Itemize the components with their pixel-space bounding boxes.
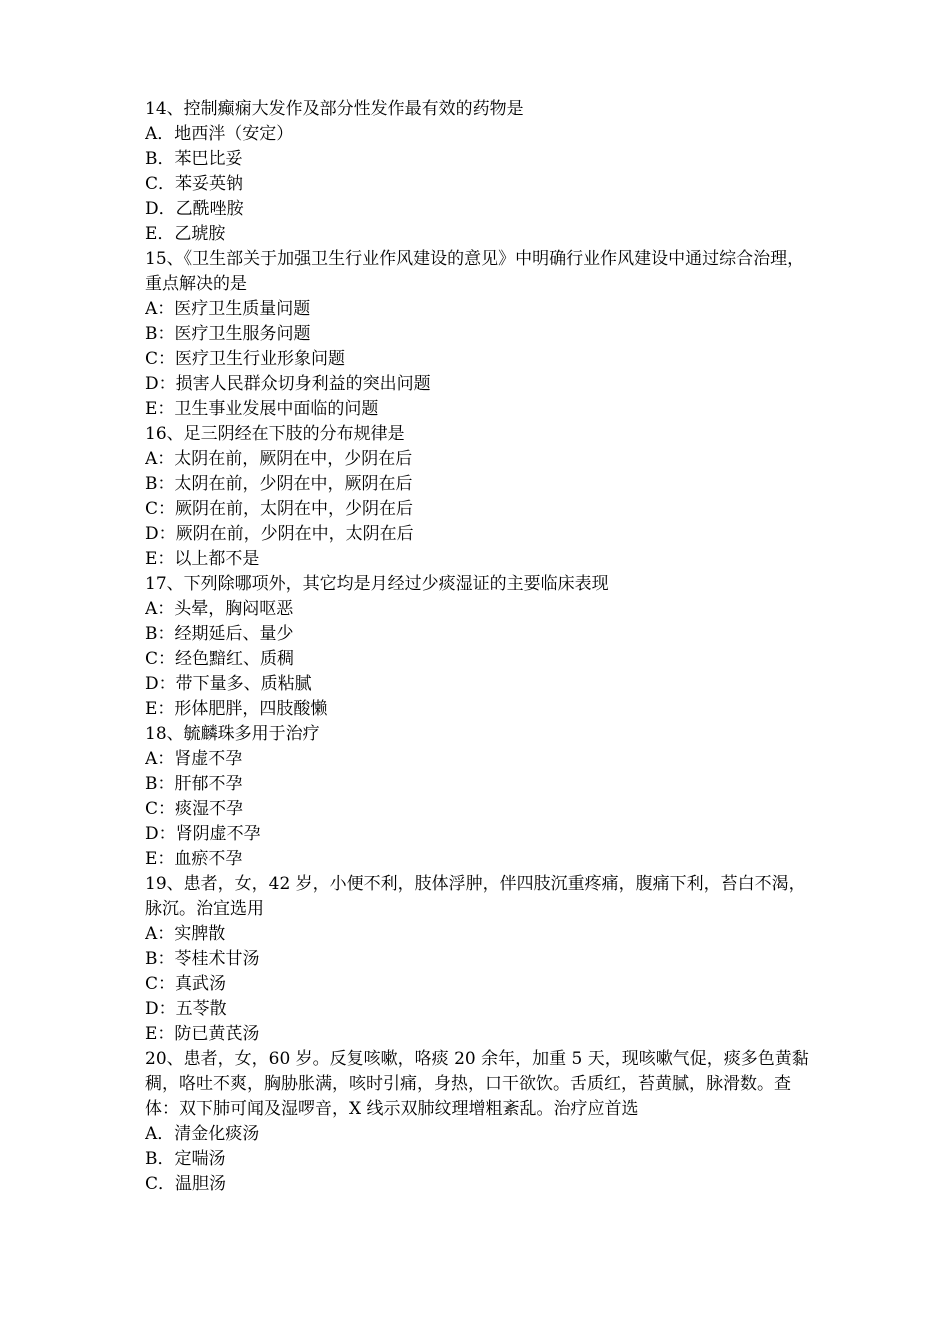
answer-option: D：带下量多、质粘腻: [145, 674, 312, 694]
question-18: [145, 722, 813, 872]
question-15: [145, 247, 813, 422]
answer-option: B：太阴在前，少阴在中，厥阴在后: [145, 474, 413, 494]
answer-option: C．苯妥英钠: [145, 174, 244, 194]
answer-option: C．温胆汤: [145, 1174, 227, 1194]
answer-option: C：厥阴在前，太阴在中，少阴在后: [145, 499, 414, 519]
answer-option: D：损害人民群众切身利益的突出问题: [145, 374, 431, 394]
question-17: [145, 572, 813, 722]
answer-option: B：医疗卫生服务问题: [145, 324, 311, 344]
answer-option: E：血瘀不孕: [145, 849, 243, 869]
answer-option: D：肾阴虚不孕: [145, 824, 261, 844]
answer-option: C：痰湿不孕: [145, 799, 244, 819]
answer-option: D：五苓散: [145, 999, 227, 1019]
question-16: [145, 422, 813, 572]
answer-option: A：太阴在前，厥阴在中，少阴在后: [145, 449, 413, 469]
answer-option: C：经色黯红、质稠: [145, 649, 295, 669]
answer-option: D．乙酰唑胺: [145, 199, 244, 219]
question-stem: 16、足三阴经在下肢的分布规律是: [145, 424, 405, 444]
question-stem: 20、患者，女，60 岁。反复咳嗽，咯痰 20 余年，加重 5 天，现咳嗽气促，痰多色黄黏稠，咯吐不爽，胸胁胀满，咳时引痛，身热，口干欲饮。舌质红，苔黄腻，脉滑数。查体：双下肺可闻及湿啰音，X 线示双肺纹理增粗紊乱。治疗应首选: [145, 1049, 809, 1119]
question-stem: 18、毓麟珠多用于治疗: [145, 724, 320, 744]
answer-option: A．清金化痰汤: [145, 1124, 260, 1144]
answer-option: B：经期延后、量少: [145, 624, 294, 644]
answer-option: A：医疗卫生质量问题: [145, 299, 311, 319]
answer-option: B．苯巴比妥: [145, 149, 243, 169]
question-stem: 15、《卫生部关于加强卫生行业作风建设的意见》中明确行业作风建设中通过综合治理，重点解决的是: [145, 249, 805, 294]
answer-option: E．乙琥胺: [145, 224, 226, 244]
answer-option: E：防已黄芪汤: [145, 1024, 260, 1044]
question-stem: 14、控制癫痫大发作及部分性发作最有效的药物是: [145, 99, 524, 119]
question-20: [145, 1047, 813, 1197]
answer-option: A：肾虚不孕: [145, 749, 243, 769]
answer-option: C：真武汤: [145, 974, 227, 994]
answer-option: B．定喘汤: [145, 1149, 226, 1169]
answer-option: E：形体肥胖，四肢酸懒: [145, 699, 328, 719]
answer-option: E：卫生事业发展中面临的问题: [145, 399, 379, 419]
answer-option: A：实脾散: [145, 924, 226, 944]
answer-option: B：肝郁不孕: [145, 774, 243, 794]
question-19: [145, 872, 813, 1047]
answer-option: C：医疗卫生行业形象问题: [145, 349, 346, 369]
answer-option: D：厥阴在前，少阴在中，太阴在后: [145, 524, 414, 544]
question-stem: 17、下列除哪项外，其它均是月经过少痰湿证的主要临床表现: [145, 574, 609, 594]
answer-option: A．地西泮（安定）: [145, 124, 294, 144]
question-stem: 19、患者，女，42 岁，小便不利，肢体浮肿，伴四肢沉重疼痛，腹痛下利，苔白不渴，脉沉。治宜选用: [145, 874, 806, 919]
document-page: [145, 97, 813, 1197]
answer-option: A：头晕，胸闷呕恶: [145, 599, 294, 619]
answer-option: B：苓桂术甘汤: [145, 949, 260, 969]
answer-option: E：以上都不是: [145, 549, 260, 569]
question-14: [145, 97, 813, 247]
